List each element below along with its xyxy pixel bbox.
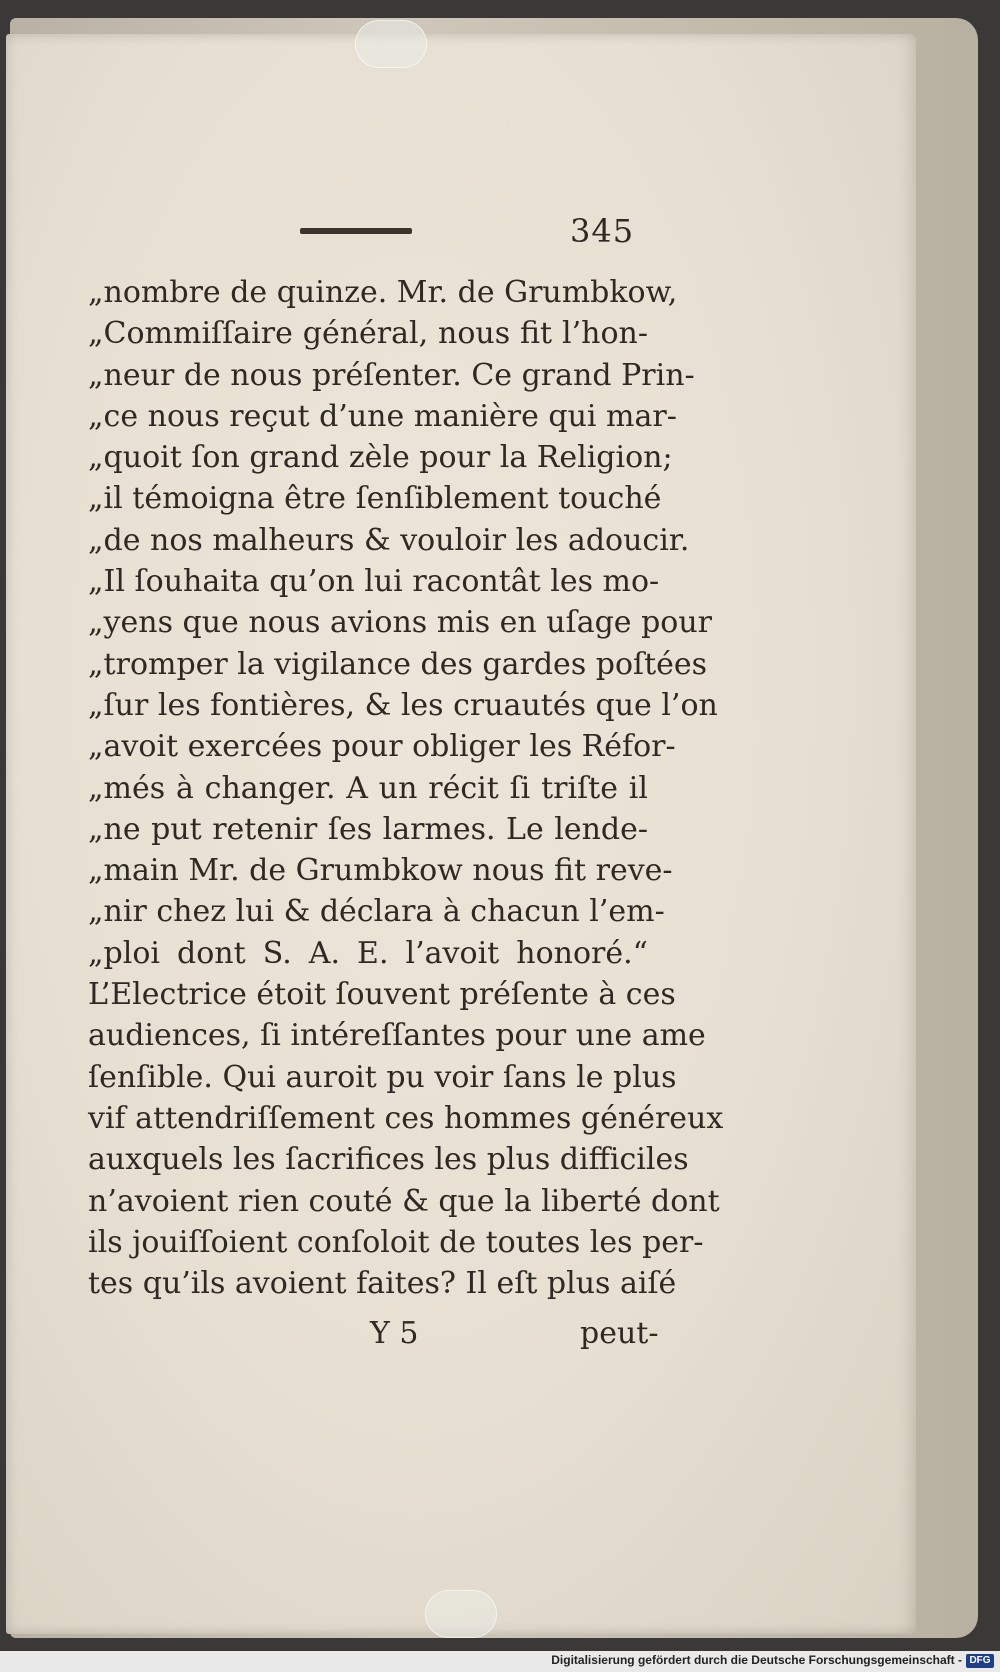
text-line: „nir chez lui & déclara à chacun l’em- — [88, 894, 665, 930]
text-line: vif attendriſſement ces hommes généreux — [88, 1100, 724, 1136]
footer-credit: Digitalisierung gefördert durch die Deutsche Forschungsgemeinschaft - — [551, 1653, 962, 1667]
text-line: L’Electrice étoit ſouvent préſente à ces — [88, 977, 676, 1013]
text-line: audiences, ſi intéreſſantes pour une ame — [88, 1018, 706, 1054]
text-line: auxquels les ſacrifices les plus difficiles — [88, 1142, 689, 1178]
text-line: „yens que nous avions mis en uſage pour — [88, 605, 713, 641]
text-line: „ne put retenir ſes larmes. Le lende- — [88, 811, 648, 847]
text-line: „de nos malheurs & vouloir les adoucir. — [88, 522, 690, 558]
text-line: „ſur les fontières, & les cruautés que l’on — [88, 687, 718, 723]
page-clip-top — [355, 20, 427, 68]
signature-mark: Y 5 — [370, 1316, 419, 1351]
page-clip-bottom — [425, 1590, 497, 1638]
catchword: peut- — [580, 1316, 659, 1351]
text-line: ils jouiſſoient conſoloit de toutes les per- — [88, 1224, 704, 1260]
text-line: „més à changer. A un récit ſi triſte il — [88, 770, 648, 806]
text-line: „il témoigna être ſenſiblement touché — [88, 481, 662, 517]
text-line: „tromper la vigilance des gardes poſtées — [88, 646, 708, 682]
text-line: „neur de nous préſenter. Ce grand Prin- — [88, 357, 695, 393]
text-line: tes qu’ils avoient faites? Il eſt plus aiſé — [88, 1266, 677, 1302]
body-text — [88, 272, 724, 1304]
text-line: „quoit ſon grand zèle pour la Religion; — [88, 440, 673, 476]
header-rule — [300, 228, 412, 234]
text-line: „ce nous reçut d’une manière qui mar- — [88, 398, 677, 434]
text-line: „Commiſſaire général, nous fit l’hon- — [88, 316, 648, 352]
text-line: „avoit exercées pour obliger les Réfor- — [88, 729, 676, 765]
digitization-footer — [0, 1651, 1000, 1672]
text-line: ſenſible. Qui auroit pu voir ſans le plus — [88, 1059, 677, 1095]
text-line: „main Mr. de Grumbkow nous fit reve- — [88, 853, 673, 889]
text-line: „Il ſouhaita qu’on lui racontât les mo- — [88, 564, 660, 600]
page-number: 345 — [570, 212, 635, 250]
dfg-logo: DFG — [966, 1654, 994, 1668]
text-line: „nombre de quinze. Mr. de Grumbkow, — [88, 275, 678, 310]
text-line: „ploi dont S. A. E. l’avoit honoré.“ — [88, 935, 648, 971]
text-line: n’avoient rien couté & que la liberté dont — [88, 1183, 720, 1219]
